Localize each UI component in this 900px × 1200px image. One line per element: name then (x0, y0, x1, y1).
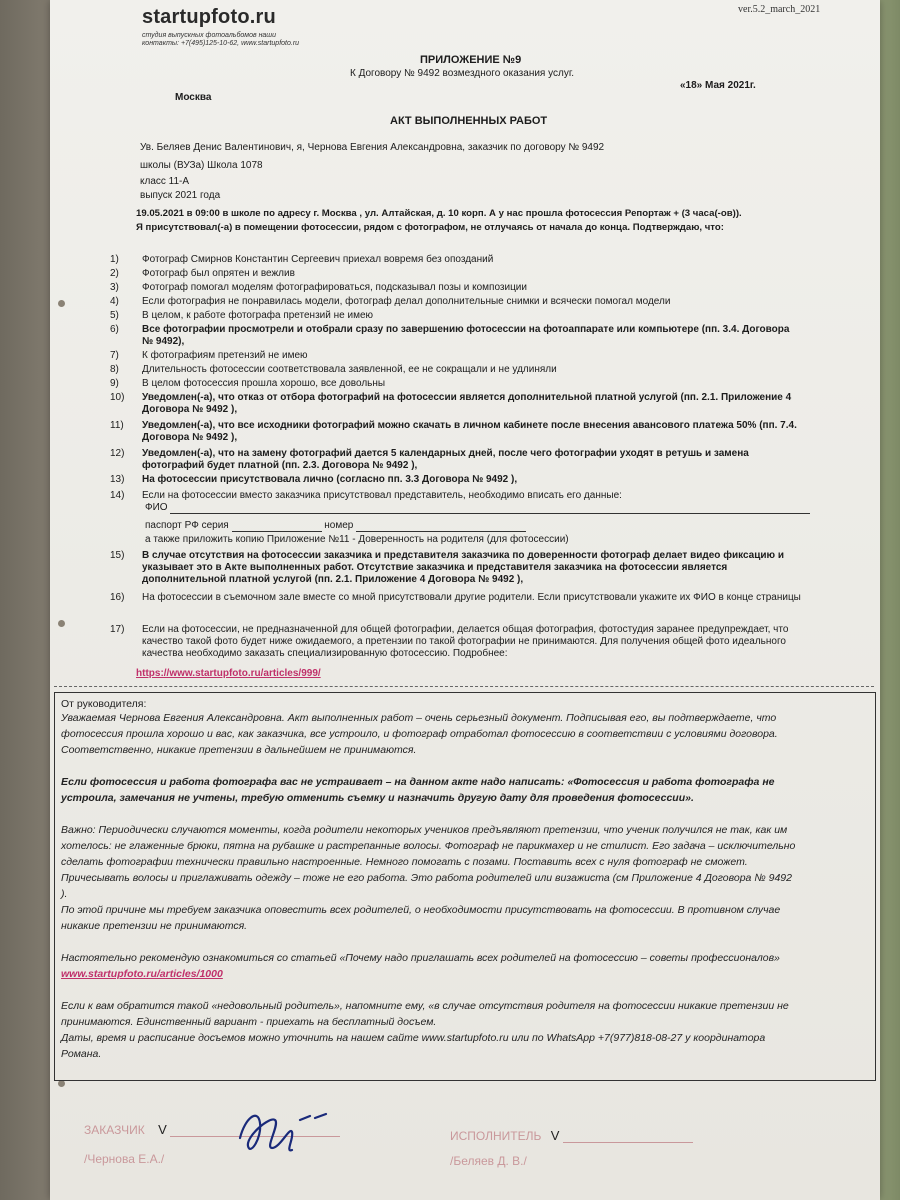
rep-attach: а также приложить копию Приложение №11 - Доверенность на родителя (для фотосессии) (145, 534, 569, 545)
article-999-link[interactable]: https://www.startupfoto.ru/articles/999/ (136, 668, 321, 679)
item-text: Уведомлен(-а), что все исходники фотографий можно скачать в личном кабинете после внесения авансового платежа 50% (пп. 7.4. Договора № 9492 ), (142, 420, 797, 443)
rep-passport-label: паспорт РФ серия (145, 520, 229, 531)
customer-sign-mark: V (158, 1122, 167, 1137)
item-text: Все фотографии просмотрели и отобрали сразу по завершению фотосессии на фотоаппарате или компьютере (пп. 3.4. Договора № 9492), (142, 324, 790, 347)
document-page (50, 0, 880, 1200)
manager-paragraph: Если к вам обратится такой «недовольный родитель», напомните ему, «в случае отсутствия родителя на фотосессии никакие претензии не принимаются. Единственный вариант - приехать на бесплатный досъем. (61, 1000, 789, 1028)
executor-name: /Беляев Д. В./ (450, 1154, 527, 1168)
version-label: ver.5.2_march_2021 (738, 4, 821, 15)
divider (54, 686, 874, 687)
manager-article-text: Настоятельно рекомендую ознакомиться со статьей «Почему надо приглашать всех родителей на фотосессию – советы профессионалов» (61, 952, 780, 964)
rep-fio-label: ФИО (145, 502, 168, 513)
company-logo: startupfoto.ru (142, 6, 276, 28)
item-text: Если на фотосессии вместо заказчика присутствовал представитель, необходимо вписать его данные: (142, 490, 622, 501)
punch-hole (58, 620, 65, 627)
executor-sign-mark: V (550, 1128, 560, 1143)
appendix-subtitle: К Договору № 9492 возмездного оказания услуг. (350, 68, 575, 79)
intro-line: школы (ВУЗа) Школа 1078 (140, 160, 263, 171)
item-text: В целом фотосессия прошла хорошо, все довольны (142, 378, 386, 389)
attendance-statement: Я присутствовал(-а) в помещении фотосессии, рядом с фотографом, не отлучаясь от начала до конца. Подтверждаю, что: (136, 222, 724, 233)
manager-paragraph: Даты, время и расписание досъемов можно уточнить на нашем сайте www.startupfoto.ru или по WhatsApp +7(977)818-08-27 у координатора Романа. (61, 1032, 766, 1060)
item-text: Фотограф Смирнов Константин Сергеевич приехал вовремя без опозданий (142, 254, 494, 265)
item-text: Фотограф был опрятен и вежлив (142, 268, 295, 279)
executor-label: ИСПОЛНИТЕЛЬ (450, 1129, 542, 1143)
item-number: 14) (110, 490, 125, 501)
intro-line: класс 11-А (140, 176, 190, 187)
rep-passport-series-field[interactable] (232, 521, 322, 532)
item-number: 5) (110, 310, 119, 321)
executor-signature-block (450, 1128, 693, 1143)
item-number: 4) (110, 296, 119, 307)
item-number: 12) (110, 448, 125, 459)
item-text: Если на фотосессии, не предназначенной для общей фотографии, делается общая фотография, фотостудия заранее предупреждает, что качество такой фото будет ниже ожидаемого, а претензии по такой фотографии не принимаются. Для получения общей фото идеального качества необходимо заказать специализированную фотосессию. Подробнее: (142, 624, 789, 659)
city: Москва (175, 92, 212, 103)
article-1000-link[interactable]: www.startupfoto.ru/articles/1000 (61, 968, 223, 980)
item-number: 3) (110, 282, 119, 293)
item-text: Если фотография не понравилась модели, фотограф делал дополнительные снимки и всячески помогал модели (142, 296, 671, 307)
item-number: 13) (110, 474, 125, 485)
manager-heading: От руководителя: (61, 698, 147, 710)
manager-paragraph: Важно: Периодически случаются моменты, когда родители некоторых учеников предъявляют претензии, что ученик получился не так, как им хотелось: не глаженные брюки, пятна на рубашке и растрепанные волосы. Фотограф не парикмахер и не стилист. Его задача – исключительно сделать фотографии технически правильно настроенные. Немного помогать с позами. Поставить всех с нуля фотограф не сможет. Причесывать волосы и приглаживать одежду – тоже не его работа. Это работа родителей или визажиста (см Приложение 4 Договора № 9492 ). (61, 824, 796, 900)
item-number: 10) (110, 392, 125, 403)
intro-line: Ув. Беляев Денис Валентинович, я, Чернова Евгения Александровна, заказчик по договору № 9492 (140, 142, 605, 153)
document-date: «18» Мая 2021г. (680, 80, 756, 91)
item-number: 6) (110, 324, 119, 335)
item-number: 8) (110, 364, 119, 375)
punch-hole (58, 300, 65, 307)
item-text: На фотосессии в съемочном зале вместе со мной присутствовали другие родители. Если присутствовали укажите их ФИО в конце страницы (142, 592, 801, 603)
document-title: АКТ ВЫПОЛНЕННЫХ РАБОТ (390, 115, 548, 127)
item-number: 11) (110, 420, 124, 431)
intro-line: выпуск 2021 года (140, 190, 221, 201)
item-text: В случае отсутствия на фотосессии заказчика и представителя заказчика по доверенности фотограф делает видео фиксацию и указывает это в Акте выполненных работ. Отсутствие заказчика и представителя заказчика на фотосессии является дополнительной платной услугой (пп. 2.1. Приложение 4 Договора № 9492 ), (142, 550, 784, 585)
item-number: 16) (110, 592, 125, 603)
rep-fio-field[interactable] (170, 503, 810, 514)
item-text: Фотограф помогал моделям фотографироваться, подсказывал позы и композиции (142, 282, 527, 293)
item-text: В целом, к работе фотографа претензий не имею (142, 310, 374, 321)
customer-name: /Чернова Е.А./ (84, 1152, 165, 1166)
customer-handwritten-signature (230, 1098, 340, 1168)
punch-hole (58, 1080, 65, 1087)
item-text: Уведомлен(-а), что отказ от отбора фотографий на фотосессии является дополнительной платной услугой (пп. 2.1. Приложение 4 Договора № 9492 ), (142, 392, 792, 415)
appendix-title: ПРИЛОЖЕНИЕ №9 (420, 54, 522, 66)
item-number: 9) (110, 378, 119, 389)
item-text: Уведомлен(-а), что на замену фотографий дается 5 календарных дней, после чего фотографии уходят в ретушь и замена фотографий будет платной (пп. 2.3. Договора № 9492 ), (142, 448, 749, 471)
manager-paragraph (61, 950, 796, 982)
manager-note-box (54, 692, 876, 1081)
manager-paragraph: Если фотосессия и работа фотографа вас не устраивает – на данном акте надо написать: «Фотосессия и работа фотографа не устроила, замечания не учтены, требую отменить съемку и назначить другую дату для проведения фотосессии». (61, 776, 775, 804)
manager-paragraph: По этой причине мы требуем заказчика оповестить всех родителей, о необходимости присутствовать на фотосессии. В противном случае никакие претензии не принимаются. (61, 904, 781, 932)
company-contacts: студия выпускных фотоальбомов наши контакты: +7(495)125-10-62, www.startupfoto.ru (142, 32, 300, 47)
executor-signature-field[interactable] (563, 1132, 693, 1143)
item-number: 1) (110, 254, 119, 265)
item-number: 17) (110, 624, 125, 635)
rep-number-label: номер (324, 520, 354, 531)
session-details: 19.05.2021 в 09:00 в школе по адресу г. Москва , ул. Алтайская, д. 10 корп. А у нас прошла фотосессия Репортаж + (3 часа(-ов)). (136, 208, 742, 219)
item-number: 2) (110, 268, 119, 279)
rep-fio (145, 502, 810, 514)
manager-paragraph: Уважаемая Чернова Евгения Александровна. Акт выполненных работ – очень серьезный документ. Подписывая его, вы подтверждаете, что фотосессия прошла хорошо и вас, как заказчика, все устроило, и фотограф отработал фотосессию в соответствии с условиями договора. Соответственно, никакие претензии в дальнейшем не принимаются. (61, 712, 778, 756)
rep-passport-number-field[interactable] (356, 521, 526, 532)
item-text: На фотосессии присутствовала лично (согласно пп. 3.3 Договора № 9492 ), (142, 474, 518, 485)
item-number: 7) (110, 350, 119, 361)
customer-label: ЗАКАЗЧИК (84, 1123, 145, 1137)
item-text: К фотографиям претензий не имею (142, 350, 308, 361)
item-text: Длительность фотосессии соответствовала заявленной, ее не сокращали и не удлиняли (142, 364, 557, 375)
item-number: 15) (110, 550, 125, 561)
rep-passport (145, 520, 526, 532)
